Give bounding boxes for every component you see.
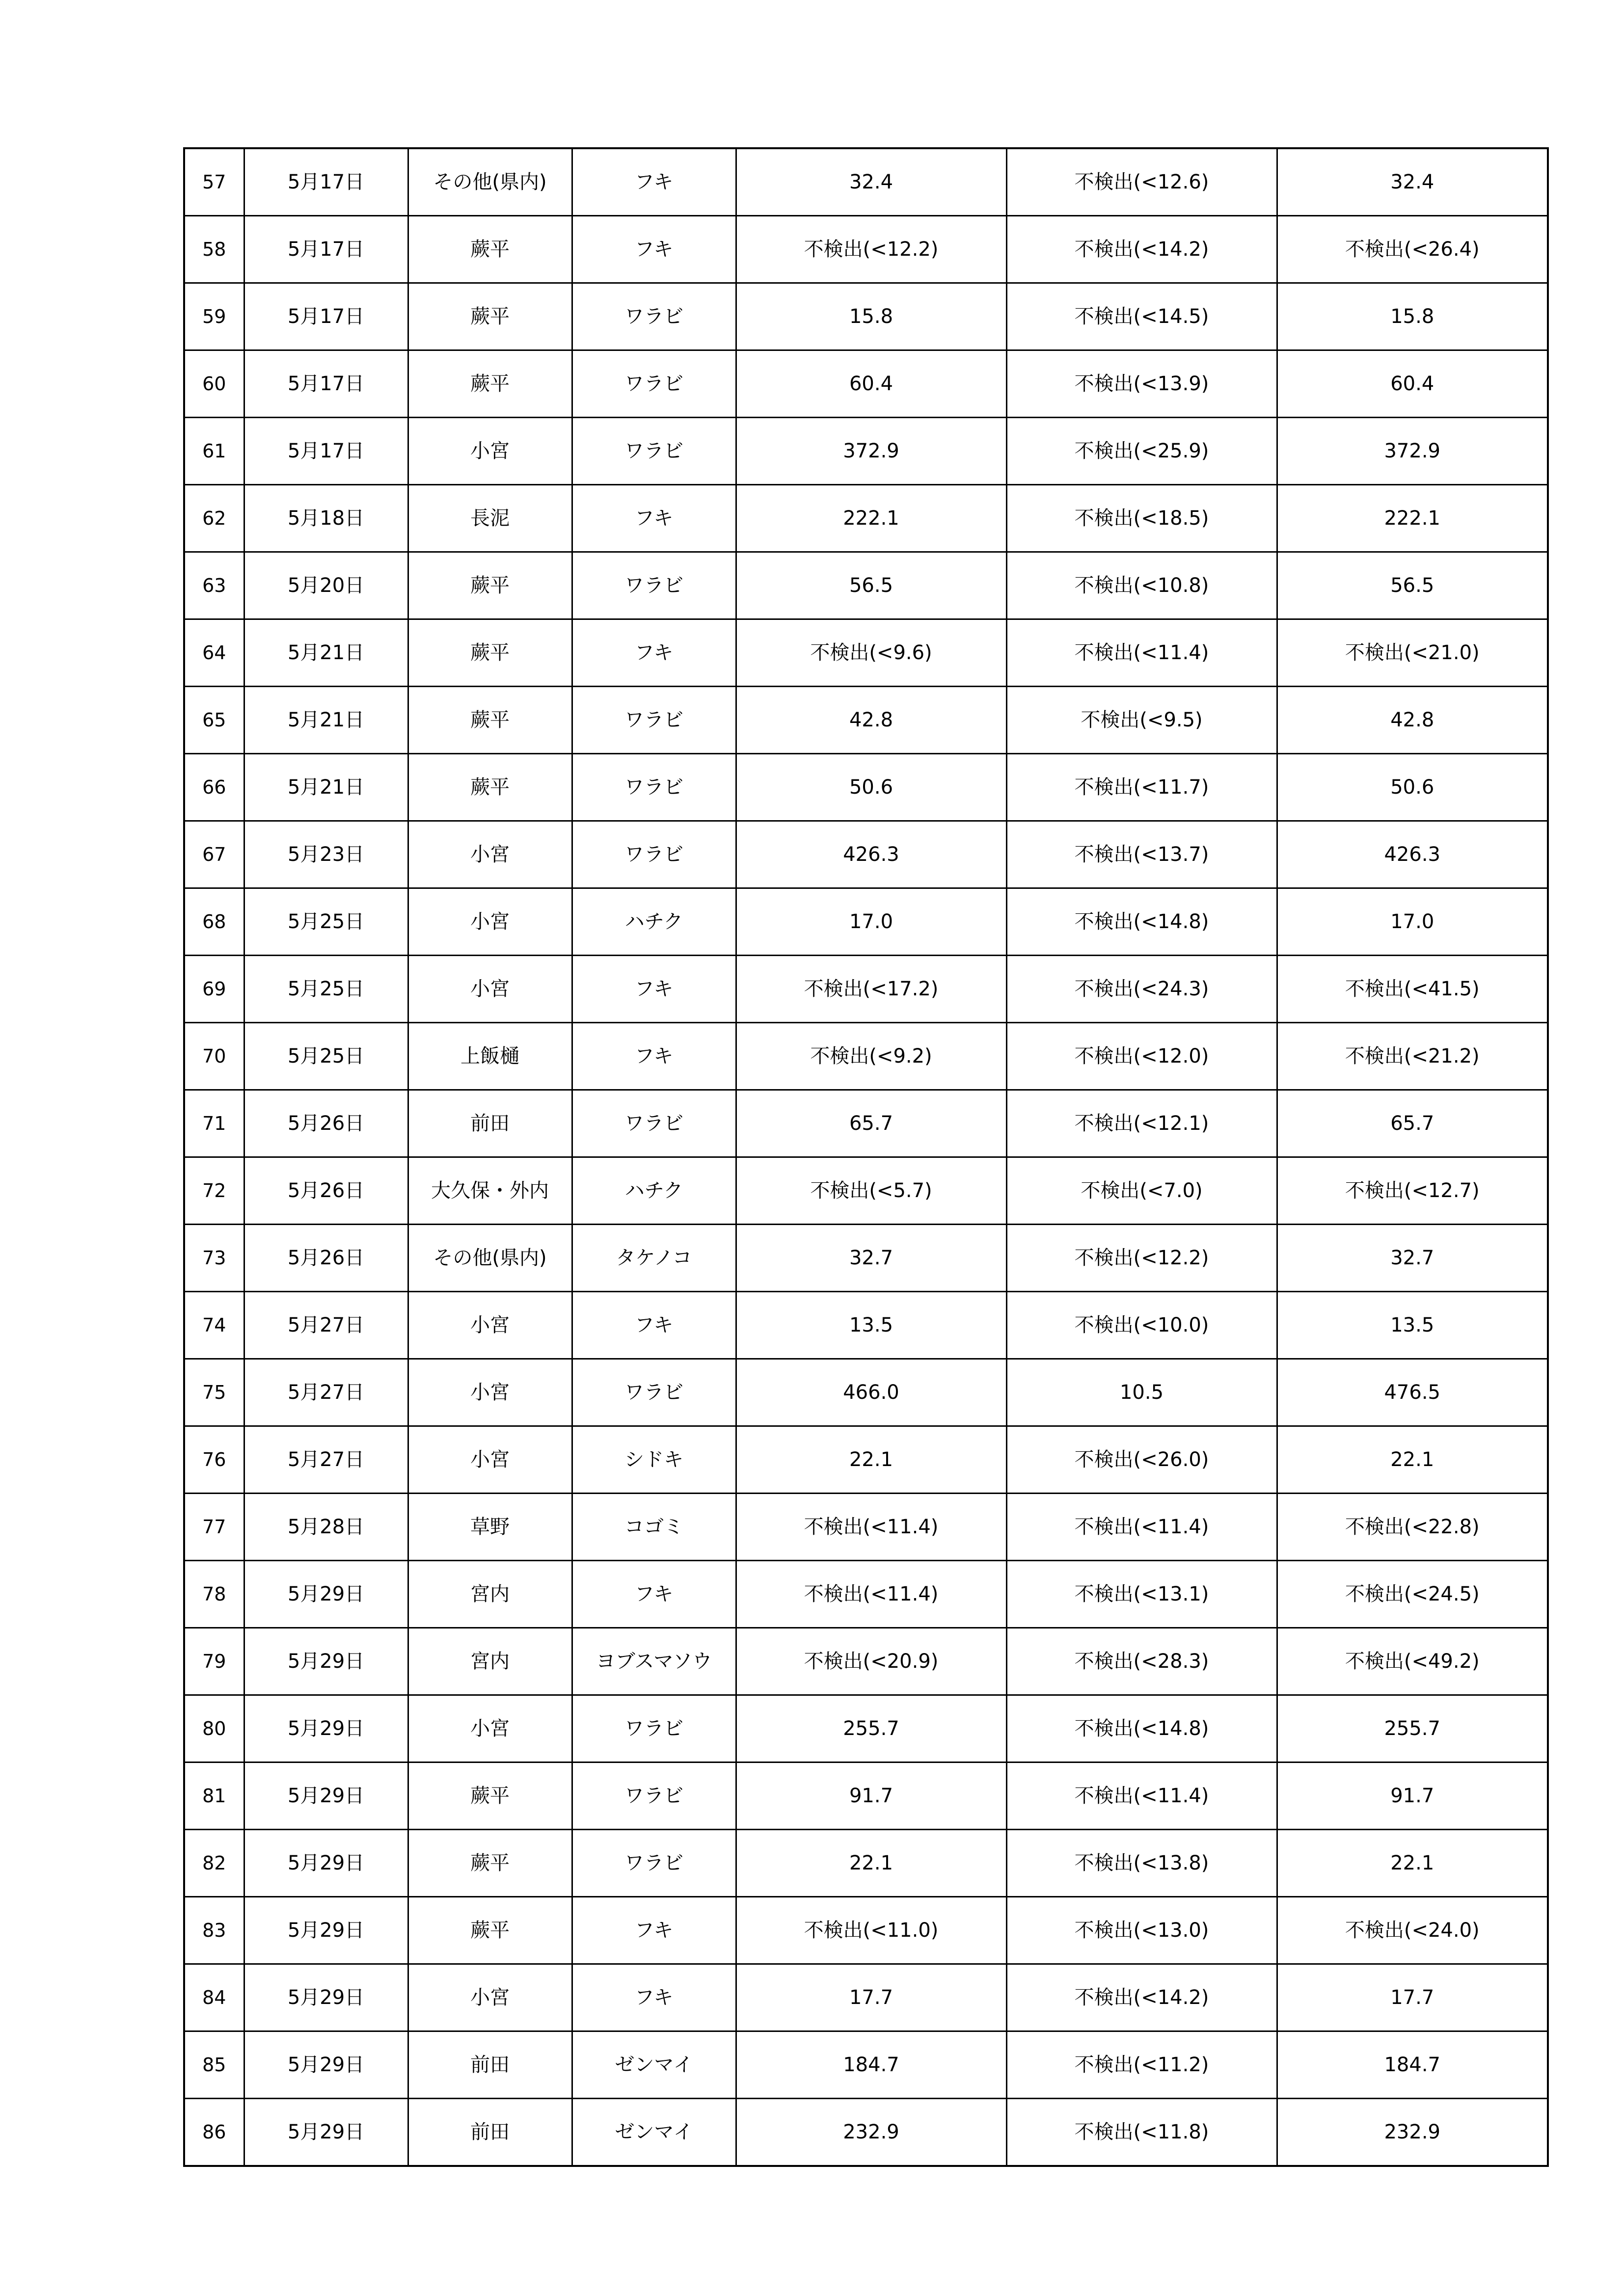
measurement-table	[183, 147, 1549, 2167]
cs137-value-cell: 不検出(<14.2)	[1006, 1964, 1277, 2031]
cs134-value-cell: 91.7	[736, 1762, 1006, 1830]
cs137-value-cell: 不検出(<18.5)	[1006, 485, 1277, 552]
sample-date-cell: 5月25日	[244, 1023, 408, 1090]
row-number-cell: 68	[184, 888, 244, 956]
row-number-cell: 57	[184, 148, 244, 216]
area-name-cell: 蕨平	[408, 619, 572, 687]
total-value-cell: 50.6	[1277, 754, 1548, 821]
area-name-cell: 蕨平	[408, 283, 572, 350]
item-name-cell: ワラビ	[572, 283, 736, 350]
row-number-cell: 82	[184, 1830, 244, 1897]
row-number-cell: 72	[184, 1157, 244, 1225]
item-name-cell: タケノコ	[572, 1225, 736, 1292]
row-number-cell: 76	[184, 1426, 244, 1494]
total-value-cell: 17.0	[1277, 888, 1548, 956]
table-row	[184, 1359, 1548, 1426]
item-name-cell: シドキ	[572, 1426, 736, 1494]
item-name-cell: ワラビ	[572, 1830, 736, 1897]
cs134-value-cell: 13.5	[736, 1292, 1006, 1359]
table-row	[184, 1695, 1548, 1762]
table-row	[184, 619, 1548, 687]
cs137-value-cell: 不検出(<25.9)	[1006, 418, 1277, 485]
row-number-cell: 75	[184, 1359, 244, 1426]
table-row	[184, 283, 1548, 350]
total-value-cell: 22.1	[1277, 1426, 1548, 1494]
cs134-value-cell: 不検出(<9.2)	[736, 1023, 1006, 1090]
sample-date-cell: 5月26日	[244, 1225, 408, 1292]
total-value-cell: 不検出(<26.4)	[1277, 216, 1548, 283]
total-value-cell: 不検出(<12.7)	[1277, 1157, 1548, 1225]
sample-date-cell: 5月17日	[244, 283, 408, 350]
cs137-value-cell: 不検出(<13.8)	[1006, 1830, 1277, 1897]
cs137-value-cell: 不検出(<12.6)	[1006, 148, 1277, 216]
sample-date-cell: 5月26日	[244, 1090, 408, 1157]
row-number-cell: 71	[184, 1090, 244, 1157]
area-name-cell: 小宮	[408, 1695, 572, 1762]
cs137-value-cell: 不検出(<26.0)	[1006, 1426, 1277, 1494]
area-name-cell: 上飯樋	[408, 1023, 572, 1090]
cs137-value-cell: 不検出(<10.8)	[1006, 552, 1277, 619]
item-name-cell: コゴミ	[572, 1494, 736, 1561]
item-name-cell: フキ	[572, 619, 736, 687]
cs134-value-cell: 60.4	[736, 350, 1006, 418]
table-row	[184, 888, 1548, 956]
cs137-value-cell: 不検出(<12.1)	[1006, 1090, 1277, 1157]
item-name-cell: フキ	[572, 1561, 736, 1628]
row-number-cell: 69	[184, 956, 244, 1023]
total-value-cell: 不検出(<24.5)	[1277, 1561, 1548, 1628]
cs137-value-cell: 不検出(<13.1)	[1006, 1561, 1277, 1628]
area-name-cell: 蕨平	[408, 216, 572, 283]
total-value-cell: 91.7	[1277, 1762, 1548, 1830]
row-number-cell: 78	[184, 1561, 244, 1628]
row-number-cell: 59	[184, 283, 244, 350]
item-name-cell: ワラビ	[572, 1762, 736, 1830]
area-name-cell: 小宮	[408, 1359, 572, 1426]
cs134-value-cell: 不検出(<12.2)	[736, 216, 1006, 283]
sample-date-cell: 5月17日	[244, 350, 408, 418]
table-row	[184, 754, 1548, 821]
cs137-value-cell: 不検出(<11.4)	[1006, 1494, 1277, 1561]
row-number-cell: 86	[184, 2099, 244, 2166]
area-name-cell: その他(県内)	[408, 148, 572, 216]
table-row	[184, 956, 1548, 1023]
cs134-value-cell: 232.9	[736, 2099, 1006, 2166]
table-row	[184, 1225, 1548, 1292]
area-name-cell: その他(県内)	[408, 1225, 572, 1292]
area-name-cell: 小宮	[408, 956, 572, 1023]
total-value-cell: 不検出(<21.2)	[1277, 1023, 1548, 1090]
table-row	[184, 2031, 1548, 2099]
cs137-value-cell: 不検出(<11.7)	[1006, 754, 1277, 821]
row-number-cell: 58	[184, 216, 244, 283]
cs137-value-cell: 不検出(<12.0)	[1006, 1023, 1277, 1090]
total-value-cell: 65.7	[1277, 1090, 1548, 1157]
item-name-cell: ワラビ	[572, 1695, 736, 1762]
item-name-cell: ゼンマイ	[572, 2031, 736, 2099]
area-name-cell: 小宮	[408, 821, 572, 888]
sample-date-cell: 5月17日	[244, 148, 408, 216]
cs134-value-cell: 17.7	[736, 1964, 1006, 2031]
item-name-cell: フキ	[572, 148, 736, 216]
total-value-cell: 184.7	[1277, 2031, 1548, 2099]
item-name-cell: ワラビ	[572, 821, 736, 888]
area-name-cell: 蕨平	[408, 1897, 572, 1964]
row-number-cell: 84	[184, 1964, 244, 2031]
item-name-cell: ワラビ	[572, 687, 736, 754]
item-name-cell: フキ	[572, 485, 736, 552]
sample-date-cell: 5月17日	[244, 216, 408, 283]
cs137-value-cell: 不検出(<13.9)	[1006, 350, 1277, 418]
table-row	[184, 485, 1548, 552]
sample-date-cell: 5月20日	[244, 552, 408, 619]
table-row	[184, 1897, 1548, 1964]
sample-date-cell: 5月18日	[244, 485, 408, 552]
area-name-cell: 蕨平	[408, 552, 572, 619]
total-value-cell: 13.5	[1277, 1292, 1548, 1359]
sample-date-cell: 5月29日	[244, 1830, 408, 1897]
total-value-cell: 42.8	[1277, 687, 1548, 754]
cs134-value-cell: 不検出(<17.2)	[736, 956, 1006, 1023]
area-name-cell: 蕨平	[408, 1830, 572, 1897]
row-number-cell: 61	[184, 418, 244, 485]
table-row	[184, 216, 1548, 283]
sample-date-cell: 5月28日	[244, 1494, 408, 1561]
area-name-cell: 小宮	[408, 418, 572, 485]
sample-date-cell: 5月17日	[244, 418, 408, 485]
table-body	[184, 148, 1548, 2166]
cs134-value-cell: 15.8	[736, 283, 1006, 350]
cs134-value-cell: 不検出(<11.4)	[736, 1494, 1006, 1561]
sample-date-cell: 5月27日	[244, 1426, 408, 1494]
sample-date-cell: 5月25日	[244, 956, 408, 1023]
item-name-cell: フキ	[572, 956, 736, 1023]
area-name-cell: 前田	[408, 2099, 572, 2166]
cs134-value-cell: 不検出(<11.4)	[736, 1561, 1006, 1628]
cs134-value-cell: 65.7	[736, 1090, 1006, 1157]
sample-date-cell: 5月29日	[244, 1695, 408, 1762]
total-value-cell: 22.1	[1277, 1830, 1548, 1897]
cs134-value-cell: 32.7	[736, 1225, 1006, 1292]
table-row	[184, 1023, 1548, 1090]
cs134-value-cell: 184.7	[736, 2031, 1006, 2099]
sample-date-cell: 5月27日	[244, 1292, 408, 1359]
table-row	[184, 148, 1548, 216]
table-row	[184, 2099, 1548, 2166]
sample-date-cell: 5月29日	[244, 1964, 408, 2031]
sample-date-cell: 5月29日	[244, 1897, 408, 1964]
cs137-value-cell: 不検出(<12.2)	[1006, 1225, 1277, 1292]
cs134-value-cell: 不検出(<5.7)	[736, 1157, 1006, 1225]
row-number-cell: 79	[184, 1628, 244, 1695]
total-value-cell: 17.7	[1277, 1964, 1548, 2031]
cs137-value-cell: 不検出(<11.2)	[1006, 2031, 1277, 2099]
total-value-cell: 不検出(<21.0)	[1277, 619, 1548, 687]
cs134-value-cell: 426.3	[736, 821, 1006, 888]
table-row	[184, 552, 1548, 619]
area-name-cell: 前田	[408, 2031, 572, 2099]
item-name-cell: フキ	[572, 1964, 736, 2031]
cs137-value-cell: 不検出(<14.5)	[1006, 283, 1277, 350]
row-number-cell: 66	[184, 754, 244, 821]
row-number-cell: 80	[184, 1695, 244, 1762]
row-number-cell: 74	[184, 1292, 244, 1359]
total-value-cell: 不検出(<24.0)	[1277, 1897, 1548, 1964]
cs134-value-cell: 372.9	[736, 418, 1006, 485]
cs134-value-cell: 42.8	[736, 687, 1006, 754]
table-row	[184, 1830, 1548, 1897]
row-number-cell: 63	[184, 552, 244, 619]
row-number-cell: 70	[184, 1023, 244, 1090]
sample-date-cell: 5月26日	[244, 1157, 408, 1225]
cs134-value-cell: 22.1	[736, 1830, 1006, 1897]
row-number-cell: 60	[184, 350, 244, 418]
table-row	[184, 1494, 1548, 1561]
cs134-value-cell: 255.7	[736, 1695, 1006, 1762]
item-name-cell: ハチク	[572, 888, 736, 956]
area-name-cell: 大久保・外内	[408, 1157, 572, 1225]
total-value-cell: 32.7	[1277, 1225, 1548, 1292]
area-name-cell: 蕨平	[408, 687, 572, 754]
cs134-value-cell: 222.1	[736, 485, 1006, 552]
cs137-value-cell: 10.5	[1006, 1359, 1277, 1426]
cs134-value-cell: 不検出(<20.9)	[736, 1628, 1006, 1695]
area-name-cell: 小宮	[408, 888, 572, 956]
item-name-cell: フキ	[572, 1292, 736, 1359]
item-name-cell: フキ	[572, 1897, 736, 1964]
cs137-value-cell: 不検出(<10.0)	[1006, 1292, 1277, 1359]
cs137-value-cell: 不検出(<9.5)	[1006, 687, 1277, 754]
cs137-value-cell: 不検出(<11.8)	[1006, 2099, 1277, 2166]
table-row	[184, 687, 1548, 754]
total-value-cell: 32.4	[1277, 148, 1548, 216]
cs137-value-cell: 不検出(<13.0)	[1006, 1897, 1277, 1964]
table-row	[184, 1561, 1548, 1628]
row-number-cell: 65	[184, 687, 244, 754]
area-name-cell: 蕨平	[408, 1762, 572, 1830]
item-name-cell: フキ	[572, 216, 736, 283]
sample-date-cell: 5月27日	[244, 1359, 408, 1426]
area-name-cell: 長泥	[408, 485, 572, 552]
cs137-value-cell: 不検出(<28.3)	[1006, 1628, 1277, 1695]
item-name-cell: ゼンマイ	[572, 2099, 736, 2166]
table-row	[184, 1090, 1548, 1157]
area-name-cell: 草野	[408, 1494, 572, 1561]
cs134-value-cell: 17.0	[736, 888, 1006, 956]
table-row	[184, 1426, 1548, 1494]
total-value-cell: 不検出(<41.5)	[1277, 956, 1548, 1023]
row-number-cell: 64	[184, 619, 244, 687]
area-name-cell: 宮内	[408, 1561, 572, 1628]
cs137-value-cell: 不検出(<11.4)	[1006, 1762, 1277, 1830]
cs137-value-cell: 不検出(<14.2)	[1006, 216, 1277, 283]
sample-date-cell: 5月29日	[244, 2099, 408, 2166]
row-number-cell: 67	[184, 821, 244, 888]
total-value-cell: 不検出(<49.2)	[1277, 1628, 1548, 1695]
cs134-value-cell: 466.0	[736, 1359, 1006, 1426]
cs134-value-cell: 22.1	[736, 1426, 1006, 1494]
table-row	[184, 1157, 1548, 1225]
item-name-cell: ワラビ	[572, 552, 736, 619]
table-row	[184, 1762, 1548, 1830]
cs137-value-cell: 不検出(<13.7)	[1006, 821, 1277, 888]
cs134-value-cell: 32.4	[736, 148, 1006, 216]
row-number-cell: 85	[184, 2031, 244, 2099]
sample-date-cell: 5月25日	[244, 888, 408, 956]
total-value-cell: 56.5	[1277, 552, 1548, 619]
cs134-value-cell: 50.6	[736, 754, 1006, 821]
table-row	[184, 418, 1548, 485]
cs134-value-cell: 不検出(<9.6)	[736, 619, 1006, 687]
item-name-cell: ワラビ	[572, 1090, 736, 1157]
total-value-cell: 232.9	[1277, 2099, 1548, 2166]
total-value-cell: 372.9	[1277, 418, 1548, 485]
area-name-cell: 小宮	[408, 1964, 572, 2031]
area-name-cell: 前田	[408, 1090, 572, 1157]
sample-date-cell: 5月29日	[244, 1762, 408, 1830]
item-name-cell: ワラビ	[572, 350, 736, 418]
row-number-cell: 62	[184, 485, 244, 552]
sample-date-cell: 5月23日	[244, 821, 408, 888]
item-name-cell: ワラビ	[572, 1359, 736, 1426]
sample-date-cell: 5月21日	[244, 687, 408, 754]
table-row	[184, 1964, 1548, 2031]
sample-date-cell: 5月29日	[244, 1561, 408, 1628]
cs134-value-cell: 不検出(<11.0)	[736, 1897, 1006, 1964]
table-row	[184, 350, 1548, 418]
area-name-cell: 宮内	[408, 1628, 572, 1695]
total-value-cell: 不検出(<22.8)	[1277, 1494, 1548, 1561]
cs137-value-cell: 不検出(<7.0)	[1006, 1157, 1277, 1225]
area-name-cell: 小宮	[408, 1292, 572, 1359]
row-number-cell: 77	[184, 1494, 244, 1561]
item-name-cell: ワラビ	[572, 418, 736, 485]
row-number-cell: 81	[184, 1762, 244, 1830]
sample-date-cell: 5月29日	[244, 1628, 408, 1695]
cs137-value-cell: 不検出(<24.3)	[1006, 956, 1277, 1023]
item-name-cell: ワラビ	[572, 754, 736, 821]
sample-date-cell: 5月29日	[244, 2031, 408, 2099]
cs134-value-cell: 56.5	[736, 552, 1006, 619]
sample-date-cell: 5月21日	[244, 754, 408, 821]
cs137-value-cell: 不検出(<11.4)	[1006, 619, 1277, 687]
total-value-cell: 15.8	[1277, 283, 1548, 350]
table-row	[184, 1628, 1548, 1695]
table-row	[184, 821, 1548, 888]
table-row	[184, 1292, 1548, 1359]
cs137-value-cell: 不検出(<14.8)	[1006, 1695, 1277, 1762]
total-value-cell: 60.4	[1277, 350, 1548, 418]
sample-date-cell: 5月21日	[244, 619, 408, 687]
area-name-cell: 蕨平	[408, 350, 572, 418]
item-name-cell: フキ	[572, 1023, 736, 1090]
row-number-cell: 73	[184, 1225, 244, 1292]
area-name-cell: 蕨平	[408, 754, 572, 821]
row-number-cell: 83	[184, 1897, 244, 1964]
item-name-cell: ヨブスマソウ	[572, 1628, 736, 1695]
total-value-cell: 222.1	[1277, 485, 1548, 552]
item-name-cell: ハチク	[572, 1157, 736, 1225]
area-name-cell: 小宮	[408, 1426, 572, 1494]
cs137-value-cell: 不検出(<14.8)	[1006, 888, 1277, 956]
total-value-cell: 476.5	[1277, 1359, 1548, 1426]
total-value-cell: 255.7	[1277, 1695, 1548, 1762]
total-value-cell: 426.3	[1277, 821, 1548, 888]
